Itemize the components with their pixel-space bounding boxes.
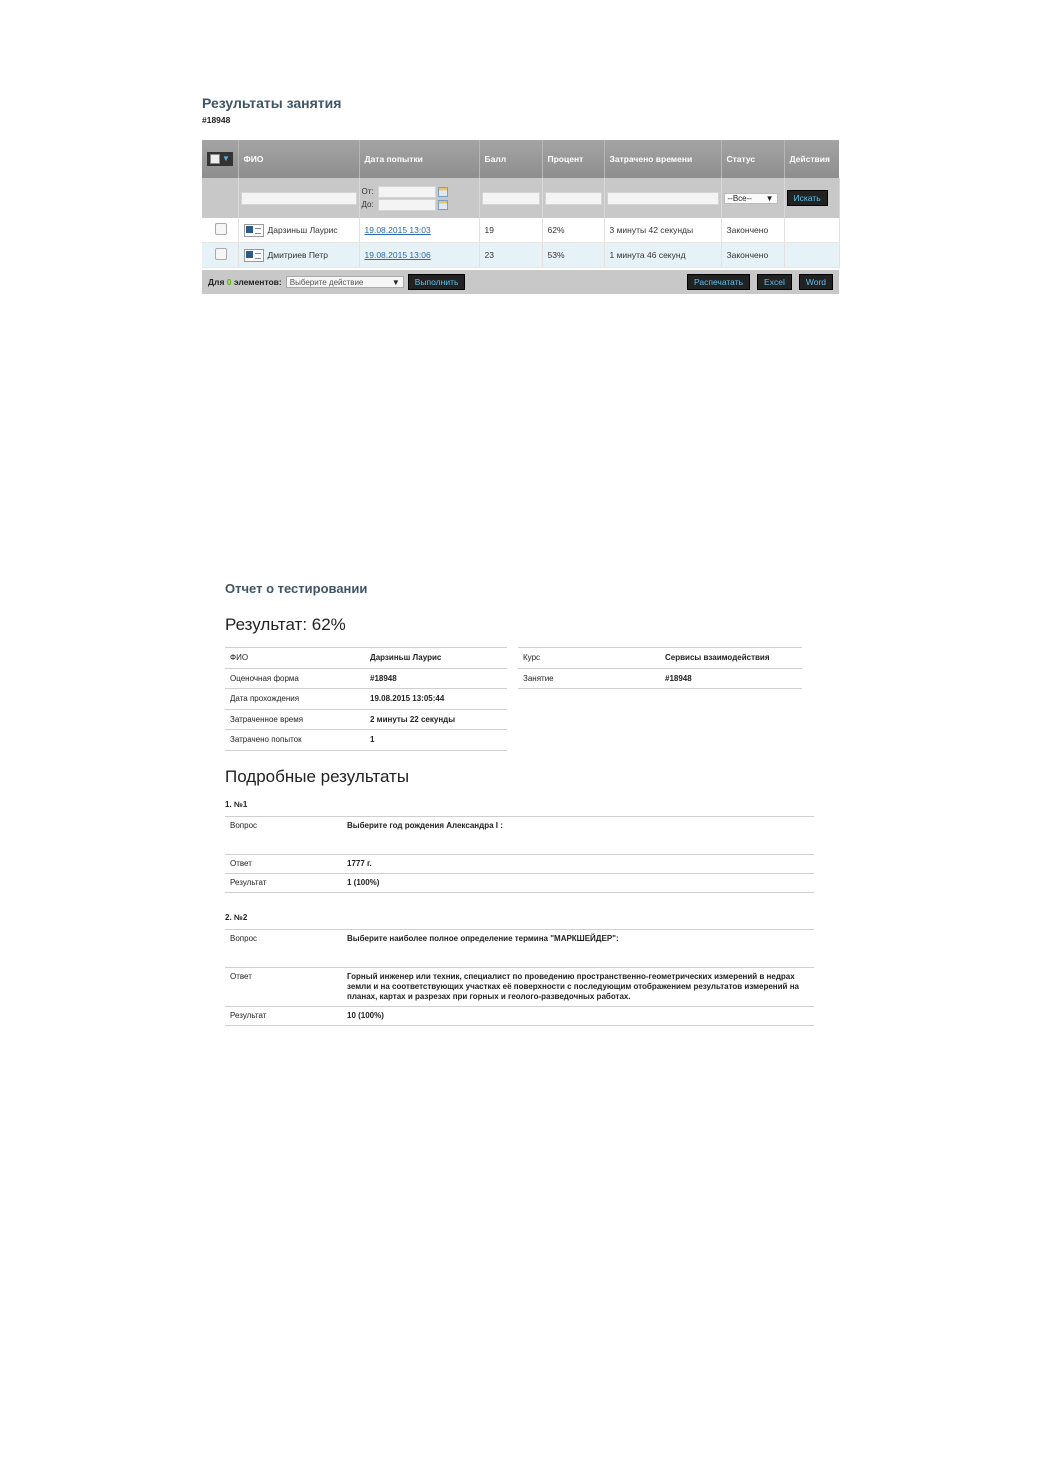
search-button[interactable]: Искать [787,190,828,206]
info-value: Сервисы взаимодействия [660,648,802,669]
detail-title: Подробные результаты [225,767,410,786]
result-label: Результат [225,874,342,893]
filter-row [202,178,839,218]
question-label: Вопрос [225,817,342,855]
print-button[interactable]: Распечатать [687,274,750,290]
row-status: Закончено [721,243,784,268]
table-row [202,243,839,268]
chevron-down-icon: ▼ [765,193,774,203]
calendar-icon[interactable] [438,187,448,197]
table-header [202,140,839,178]
answer-text: Горный инженер или техник, специалист по проведению пространственно-геометрических измерений в недрах земли и на соответствующих участках её поверхности с последующим отображением результатов измерений на планах, картах и разрезах при горных и геолого-разведочных работах. [342,968,814,1007]
row-name: Дарзиньш Лаурис [267,224,338,235]
excel-button[interactable]: Excel [757,274,792,290]
row-name: Дмитриев Петр [267,249,328,260]
row-score: 19 [479,218,542,243]
info-label: Затрачено попыток [225,730,365,751]
date-to-filter [362,198,477,211]
checkbox-icon [210,154,220,164]
column-header-date[interactable]: Дата попытки [359,140,479,178]
info-row [518,648,802,669]
row-score: 23 [479,243,542,268]
column-header-score[interactable]: Балл [479,140,542,178]
date-from-filter [362,185,477,198]
question-text: Выберите год рождения Александра I : [342,817,814,855]
report-info-right [518,647,802,689]
score-filter-input[interactable] [482,192,540,205]
row-checkbox[interactable] [215,223,227,235]
attempt-date-link[interactable]: 19.08.2015 13:06 [364,250,431,260]
question-block [225,913,814,1026]
report-result: Результат: 62% [225,615,346,634]
word-button[interactable]: Word [799,274,833,290]
question-table [225,816,814,893]
question-block [225,800,814,893]
user-card-icon[interactable] [244,249,264,262]
result-value: 10 (100%) [342,1007,814,1026]
status-filter-value: --Все-- [727,193,752,203]
user-card-icon[interactable] [244,224,264,237]
percent-filter-input[interactable] [545,192,602,205]
chevron-down-icon: ▼ [391,277,400,287]
time-filter-input[interactable] [607,192,719,205]
row-percent: 62% [542,218,604,243]
row-actions [784,243,839,268]
info-label: Затраченное время [225,709,365,730]
selected-count: 0 [226,277,232,287]
column-header-time[interactable]: Затрачено времени [604,140,721,178]
row-time: 1 минута 46 секунд [604,243,721,268]
answer-text: 1777 г. [342,855,814,874]
column-header-percent[interactable]: Процент [542,140,604,178]
answer-label: Ответ [225,968,342,1007]
date-to-input[interactable] [378,199,436,211]
info-row [225,668,507,689]
table-row [202,218,839,243]
calendar-icon[interactable] [438,200,448,210]
report-section [225,580,815,1020]
info-value: 19.08.2015 13:05:44 [365,689,507,710]
report-title: Отчет о тестировании [225,581,368,596]
lesson-id: #18948 [202,115,231,125]
name-filter-input[interactable] [241,192,357,205]
results-section [202,94,839,287]
column-header-status[interactable]: Статус [721,140,784,178]
date-from-label: От: [361,187,374,196]
table-footer [202,270,839,294]
row-actions [784,218,839,243]
date-from-input[interactable] [378,186,436,198]
question-label: Вопрос [225,930,342,968]
row-checkbox[interactable] [215,248,227,260]
answer-label: Ответ [225,855,342,874]
info-label: Занятие [518,668,660,689]
info-value: Дарзиньш Лаурис [365,648,507,669]
column-header-name[interactable]: ФИО [238,140,359,178]
select-all-checkbox[interactable] [207,152,233,166]
bulk-action-placeholder: Выберите действие [289,277,364,287]
dropdown-arrow-icon: ▼ [222,154,230,163]
info-value: #18948 [365,668,507,689]
attempt-date-link[interactable]: 19.08.2015 13:03 [364,225,431,235]
bulk-label-prefix: Для [208,277,225,287]
info-row [225,730,507,751]
info-row [225,648,507,669]
results-table [202,140,840,268]
info-row [225,689,507,710]
select-all-header[interactable] [202,140,238,178]
question-text: Выберите наиболее полное определение термина "МАРКШЕЙДЕР": [342,930,814,968]
result-label: Результат [225,1007,342,1026]
question-table [225,929,814,1026]
info-label: Оценочная форма [225,668,365,689]
bulk-action-label [208,277,282,287]
row-percent: 53% [542,243,604,268]
info-label: ФИО [225,648,365,669]
row-time: 3 минуты 42 секунды [604,218,721,243]
question-number: 2. №2 [225,913,248,922]
info-value: 2 минуты 22 секунды [365,709,507,730]
question-number: 1. №1 [225,800,248,809]
date-to-label: До: [361,200,374,209]
export-buttons [687,274,833,290]
info-row [225,709,507,730]
info-label: Дата прохождения [225,689,365,710]
filter-empty-cell [202,178,238,218]
bulk-label-suffix: элементов: [233,277,282,287]
info-value: 1 [365,730,507,751]
info-row [518,668,802,689]
row-status: Закончено [721,218,784,243]
info-value: #18948 [660,668,802,689]
info-label: Курс [518,648,660,669]
report-info-left [225,647,507,751]
status-filter-select[interactable] [724,193,778,204]
column-header-actions: Действия [784,140,839,178]
result-value: 1 (100%) [342,874,814,893]
page-title: Результаты занятия [202,95,342,111]
bulk-action-select[interactable] [286,276,404,288]
execute-button[interactable]: Выполнить [408,274,466,290]
